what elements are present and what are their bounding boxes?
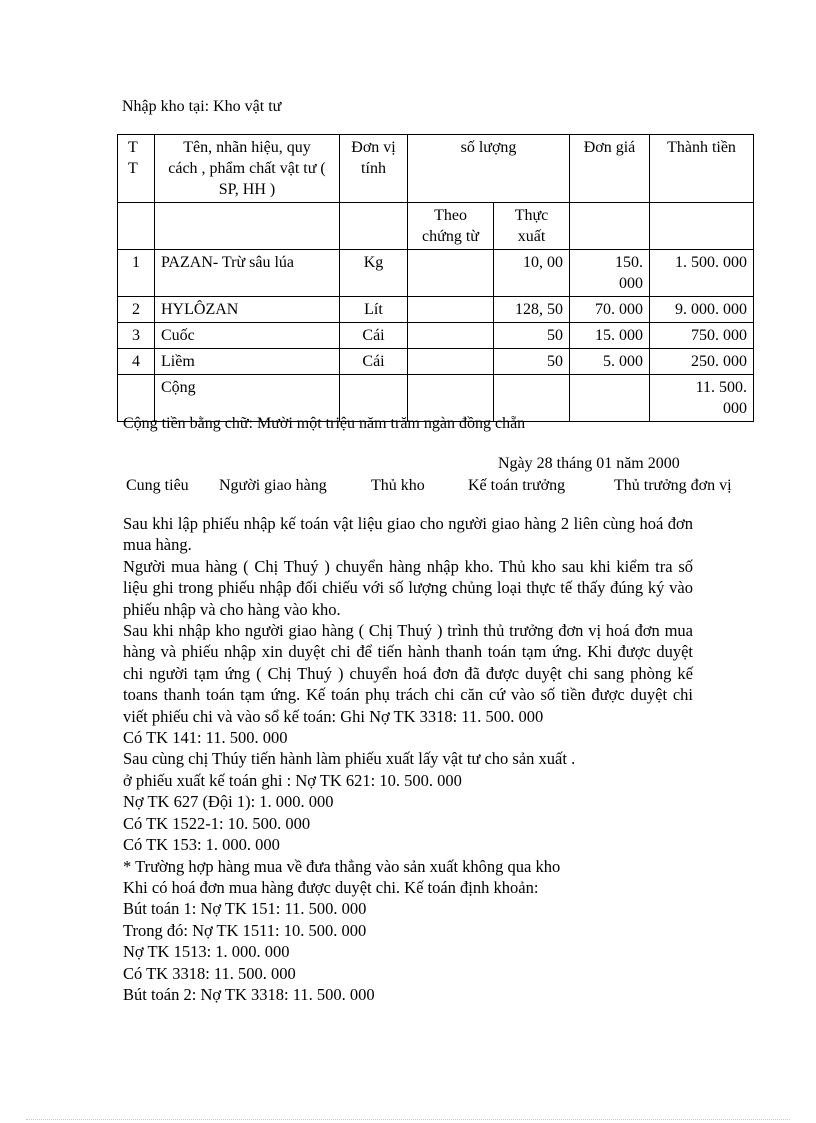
goods-receipt-table <box>117 134 754 422</box>
amount-in-words: Cộng tiền bằng chữ: Mười một triệu năm trăm ngàn đồng chẵn <box>123 415 526 432</box>
table-row: 4 Liềm Cái 50 5. 000 250. 000 <box>118 349 754 375</box>
table-row: 2 HYLÔZAN Lít 128, 50 70. 000 9. 000. 000 <box>118 297 754 323</box>
header-qty-actual: Thực xuất <box>494 203 570 250</box>
paragraph: Sau cùng chị Thúy tiến hành làm phiếu xuất lấy vật tư cho sản xuất . <box>123 749 576 769</box>
header-unit: Đơn vị tính <box>340 135 408 203</box>
paragraph: Nợ TK 1513: 1. 000. 000 <box>123 942 290 962</box>
page-bottom-border <box>26 1119 790 1120</box>
total-label: Cộng <box>155 375 340 422</box>
header-unit-price: Đơn giá <box>570 135 650 203</box>
paragraph: Bút toán 1: Nợ TK 151: 11. 500. 000 <box>123 899 367 919</box>
signature-cung-tieu: Cung tiêu <box>126 477 189 494</box>
warehouse-line: Nhập kho tại: Kho vật tư <box>122 98 282 115</box>
paragraph: Có TK 3318: 11. 500. 000 <box>123 963 296 983</box>
paragraph: * Trường hợp hàng mua về đưa thẳng vào sản xuất không qua kho <box>123 856 561 876</box>
table-row: 1 PAZAN- Trừ sâu lúa Kg 10, 00 150. 000 1. 500. 000 <box>118 250 754 297</box>
paragraph: Sau khi nhập kho người giao hàng ( Chị Thuý ) trình thủ trưởng đơn vị hoá đơn mua hàng và phiếu nhập xin duyệt chi để tiến hành thanh toán tạm ứng. Khi được duyệt chi người tạm ứng ( Chị Thuý ) chuyển hoá đơn đã được duyệt chi sang phòng kế toans thanh toán tạm ứng. Kế toán phụ trách chi căn cứ vào số tiền được duyệt chi viết phiếu chi và vào sổ kế toán: Ghi Nợ TK 3318: 11. 500. 000 <box>123 621 693 726</box>
table-header-row <box>118 135 754 203</box>
date-line: Ngày 28 tháng 01 năm 2000 <box>498 455 680 472</box>
total-amount: 11. 500. 000 <box>650 375 754 422</box>
header-tt: T T <box>118 135 155 203</box>
paragraph: Trong đó: Nợ TK 1511: 10. 500. 000 <box>123 920 367 940</box>
paragraph: Nợ TK 627 (Đội 1): 1. 000. 000 <box>123 792 334 812</box>
header-name: Tên, nhãn hiệu, quy cách , phẩm chất vật tư ( SP, HH ) <box>155 135 340 203</box>
header-amount: Thành tiền <box>650 135 754 203</box>
paragraph: Người mua hàng ( Chị Thuý ) chuyển hàng nhập kho. Thủ kho sau khi kiểm tra số liệu ghi trong phiếu nhập đối chiếu với số lượng chủng loại thực tế thấy đúng ký vào phiếu nhập và cho hàng vào kho. <box>123 556 693 619</box>
paragraph: ở phiếu xuất kế toán ghi : Nợ TK 621: 10. 500. 000 <box>123 770 462 790</box>
paragraph: Có TK 1522-1: 10. 500. 000 <box>123 813 311 833</box>
header-quantity: số lượng <box>408 135 570 203</box>
paragraph: Có TK 141: 11. 500. 000 <box>123 728 288 748</box>
signature-thu-truong-don-vi: Thủ trưởng đơn vị <box>614 477 732 494</box>
paragraph: Có TK 153: 1. 000. 000 <box>123 835 280 855</box>
signature-ke-toan-truong: Kế toán trưởng <box>468 477 566 494</box>
paragraph: Khi có hoá đơn mua hàng được duyệt chi. Kế toán định khoản: <box>123 877 539 897</box>
signature-thu-kho: Thủ kho <box>371 477 425 494</box>
body-text <box>123 513 693 1005</box>
table-subheader-row <box>118 203 754 250</box>
header-qty-doc: Theo chứng từ <box>408 203 494 250</box>
paragraph: Sau khi lập phiếu nhập kế toán vật liệu giao cho người giao hàng 2 liên cùng hoá đơn mua hàng. <box>123 514 693 555</box>
signature-nguoi-giao-hang: Người giao hàng <box>219 477 327 494</box>
paragraph: Bút toán 2: Nợ TK 3318: 11. 500. 000 <box>123 984 375 1004</box>
table-row: 3 Cuốc Cái 50 15. 000 750. 000 <box>118 323 754 349</box>
